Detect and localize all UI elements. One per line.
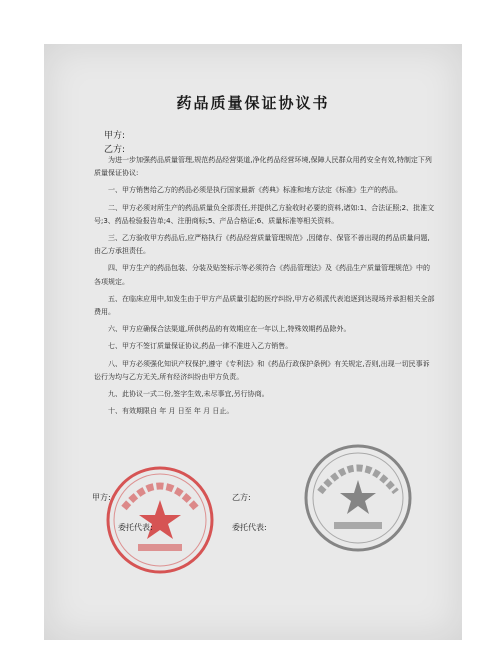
clause-1: 一、甲方销售给乙方的药品必须是执行国家最新《药典》标准和地方法定《标准》生产的药品。 (108, 186, 402, 195)
party-a-seal (104, 464, 216, 576)
agreement-body (94, 154, 436, 420)
clause-8: 八、甲方必须强化知识产权保护,遵守《专利法》和《药品行政保护条例》有关规定,否则,出现一切民事诉讼行为均与乙方无关,所有经济纠纷由甲方负责。 (94, 359, 430, 381)
signature-party-b: 乙方: (232, 493, 251, 502)
intro-paragraph: 为进一步加强药品质量管理,规范药品经营渠道,净化药品经营环境,保障人民群众用药安全有效,特制定下列质量保证协议: (94, 156, 432, 178)
clause-9: 九、此协议一式二份,签字生效,未尽事宜,另行协商。 (108, 390, 269, 399)
document-title: 药品质量保证协议书 (176, 94, 330, 112)
party-b-label: 乙方: (104, 145, 126, 155)
document-page (44, 44, 462, 640)
clause-10: 十、有效期限自 年 月 日至 年 月 日止。 (108, 407, 234, 416)
clause-6: 六、甲方应确保合法渠道,所供药品的有效期应在一年以上,特殊效期药品除外。 (108, 325, 351, 334)
signature-party-a: 甲方: (92, 493, 111, 502)
signature-rep-a: 委托代表: (118, 523, 153, 532)
clause-2: 二、甲方必须对所生产的药品质量负全部责任,并提供乙方验收时必要的资料,诸如:1、合法证照;2、批准文号;3、药品检验报告单;4、注册商标;5、产品合格证;6、质量标准等相关资料。 (94, 203, 435, 225)
clause-7: 七、甲方不签订质量保证协议,药品一律不准进入乙方销售。 (108, 342, 293, 351)
party-b-seal (302, 442, 414, 554)
party-a-label: 甲方: (104, 131, 126, 141)
clause-5: 五、在临床应用中,如发生由于甲方产品质量引起的医疗纠纷,甲方必须派代表追逐到达现场并承担相关全部费用。 (94, 294, 435, 317)
clause-3: 三、乙方验收甲方药品后,应严格执行《药品经营质量管理规范》,因储存、保管不善出现的药品质量问题,由乙方承担责任。 (94, 234, 430, 256)
clause-4: 四、甲方生产的药品包装、分装及贴签标示等必须符合《药品管理法》及《药品生产质量管理规范》中的各项规定。 (94, 264, 430, 286)
signature-rep-b: 委托代表: (232, 523, 267, 532)
